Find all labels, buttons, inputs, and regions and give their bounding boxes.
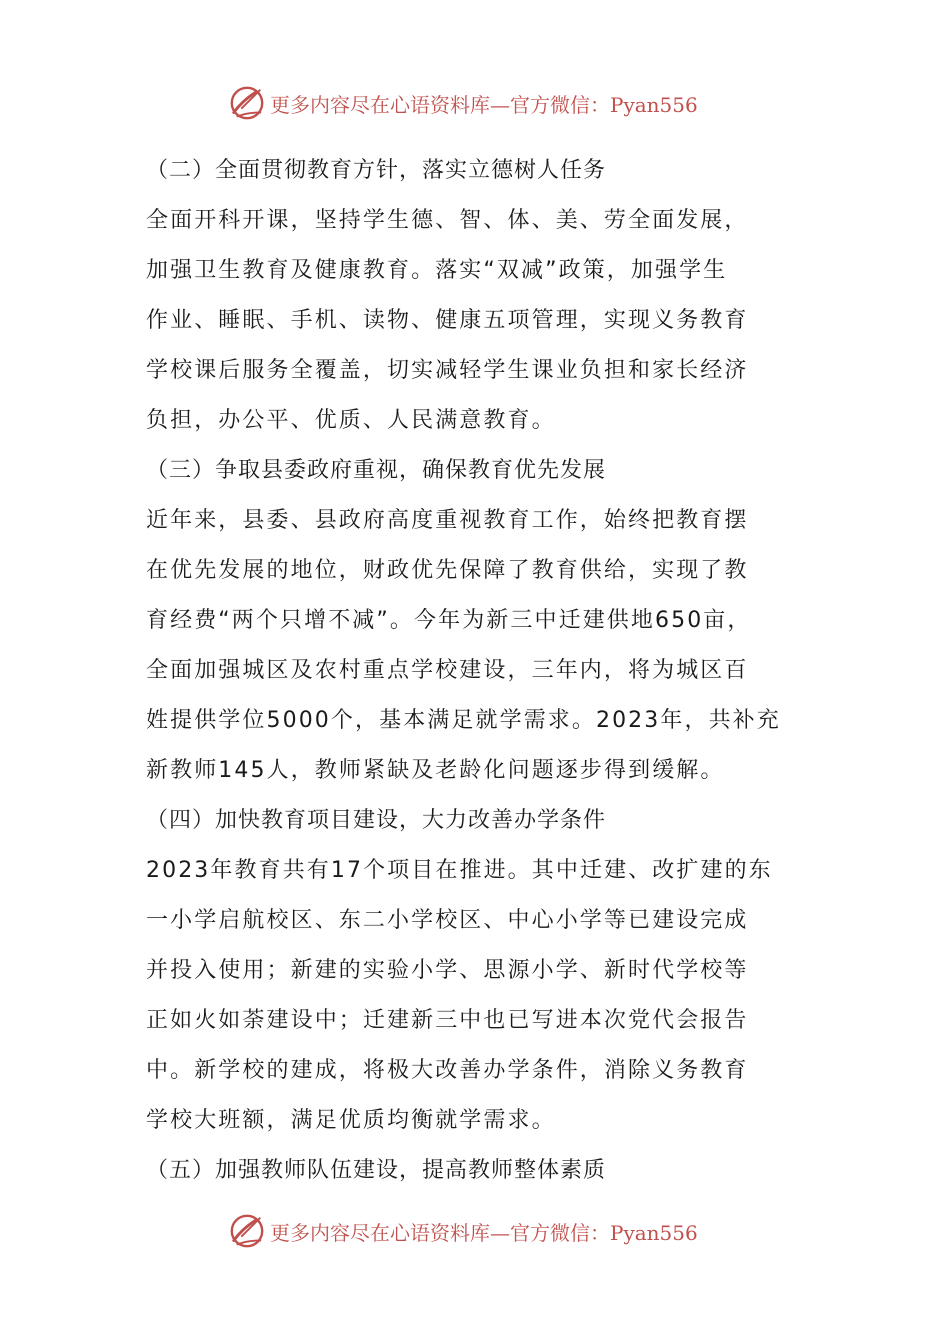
section-heading: （二）全面贯彻教育方针，落实立德树人任务	[146, 158, 607, 183]
paragraph-line: 负担，办公平、优质、人民满意教育。	[146, 408, 556, 433]
document-body	[146, 146, 808, 1196]
section-heading: （三）争取县委政府重视，确保教育优先发展	[146, 458, 607, 483]
section-heading: （四）加快教育项目建设，大力改善办学条件	[146, 808, 607, 833]
paragraph-line: 学校大班额，满足优质均衡就学需求。	[146, 1108, 556, 1133]
pen-logo-icon	[228, 1212, 266, 1250]
header-banner-text: 更多内容尽在心语资料库—官方微信：Pyan556	[270, 92, 698, 117]
footer-banner	[228, 1211, 698, 1251]
pen-logo-icon	[228, 84, 266, 122]
paragraph-line: 2023年教育共有17个项目在推进。其中迁建、改扩建的东	[146, 858, 773, 883]
paragraph-line: 学校课后服务全覆盖，切实减轻学生课业负担和家长经济	[146, 358, 749, 383]
paragraph-line: 全面开科开课，坚持学生德、智、体、美、劳全面发展，	[146, 208, 749, 233]
paragraph-line: 一小学启航校区、东二小学校区、中心小学等已建设完成	[146, 908, 749, 933]
paragraph-line: 正如火如荼建设中；迁建新三中也已写进本次党代会报告	[146, 1008, 749, 1033]
paragraph-line: 近年来，县委、县政府高度重视教育工作，始终把教育摆	[146, 508, 749, 533]
section-heading: （五）加强教师队伍建设，提高教师整体素质	[146, 1158, 607, 1183]
paragraph-line: 并投入使用；新建的实验小学、思源小学、新时代学校等	[146, 958, 749, 983]
paragraph-line: 育经费“两个只增不减”。今年为新三中迁建供地650亩，	[146, 608, 752, 633]
paragraph-line: 中。新学校的建成，将极大改善办学条件，消除义务教育	[146, 1058, 749, 1083]
footer-banner-text: 更多内容尽在心语资料库—官方微信：Pyan556	[270, 1220, 698, 1245]
paragraph-line: 全面加强城区及农村重点学校建设，三年内，将为城区百	[146, 658, 749, 683]
paragraph-line: 姓提供学位5000个，基本满足就学需求。2023年，共补充	[146, 708, 781, 733]
paragraph-line: 加强卫生教育及健康教育。落实“双减”政策，加强学生	[146, 258, 728, 283]
paragraph-line: 在优先发展的地位，财政优先保障了教育供给，实现了教	[146, 558, 749, 583]
paragraph-line: 作业、睡眠、手机、读物、健康五项管理，实现义务教育	[146, 308, 749, 333]
header-banner	[228, 83, 698, 123]
paragraph-line: 新教师145人，教师紧缺及老龄化问题逐步得到缓解。	[146, 758, 725, 783]
